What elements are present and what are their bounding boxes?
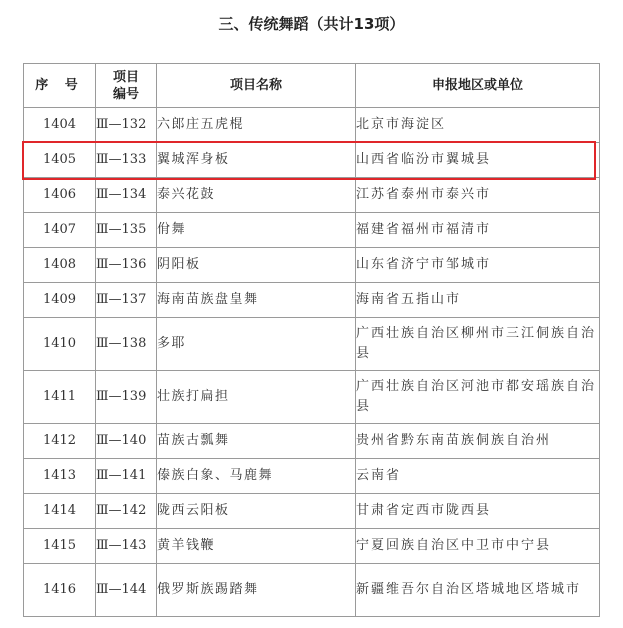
cell-region: 新疆维吾尔自治区塔城地区塔城市	[356, 564, 600, 617]
cell-region: 山西省临汾市翼城县	[356, 143, 600, 178]
heritage-items-table	[23, 63, 600, 617]
cell-name: 海南苗族盘皇舞	[157, 283, 356, 318]
cell-code: Ⅲ—142	[96, 494, 157, 529]
cell-name: 陇西云阳板	[157, 494, 356, 529]
header-code-line-2: 编号	[112, 86, 139, 102]
cell-region: 广西壮族自治区柳州市三江侗族自治县	[356, 318, 600, 371]
table-row	[24, 459, 600, 494]
cell-seq: 1409	[24, 283, 96, 318]
cell-name: 傣族白象、马鹿舞	[157, 459, 356, 494]
cell-region: 北京市海淀区	[356, 108, 600, 143]
cell-seq: 1404	[24, 108, 96, 143]
cell-region: 宁夏回族自治区中卫市中宁县	[356, 529, 600, 564]
cell-code: Ⅲ—132	[96, 108, 157, 143]
header-code	[96, 64, 157, 108]
cell-code: Ⅲ—138	[96, 318, 157, 371]
cell-region: 福建省福州市福清市	[356, 213, 600, 248]
cell-seq: 1414	[24, 494, 96, 529]
header-code-line-1: 项目	[112, 69, 139, 85]
cell-region: 广西壮族自治区河池市都安瑶族自治县	[356, 371, 600, 424]
table-row	[24, 178, 600, 213]
cell-seq: 1408	[24, 248, 96, 283]
cell-region: 甘肃省定西市陇西县	[356, 494, 600, 529]
cell-seq: 1415	[24, 529, 96, 564]
cell-code: Ⅲ—135	[96, 213, 157, 248]
table-row	[24, 494, 600, 529]
cell-seq: 1405	[24, 143, 96, 178]
table-row	[24, 213, 600, 248]
header-seq: 序 号	[24, 64, 96, 108]
cell-name: 黄羊钱鞭	[157, 529, 356, 564]
page-title: 三、传统舞蹈（共计13项）	[218, 15, 405, 33]
cell-code: Ⅲ—134	[96, 178, 157, 213]
cell-name: 俄罗斯族踢踏舞	[157, 564, 356, 617]
cell-code: Ⅲ—137	[96, 283, 157, 318]
cell-region: 云南省	[356, 459, 600, 494]
cell-name: 苗族古瓢舞	[157, 424, 356, 459]
cell-seq: 1413	[24, 459, 96, 494]
table-row	[24, 143, 600, 178]
table-row	[24, 108, 600, 143]
cell-seq: 1407	[24, 213, 96, 248]
cell-code: Ⅲ—141	[96, 459, 157, 494]
cell-seq: 1416	[24, 564, 96, 617]
cell-seq: 1412	[24, 424, 96, 459]
cell-region: 山东省济宁市邹城市	[356, 248, 600, 283]
cell-seq: 1406	[24, 178, 96, 213]
cell-code: Ⅲ—133	[96, 143, 157, 178]
cell-code: Ⅲ—143	[96, 529, 157, 564]
cell-region: 海南省五指山市	[356, 283, 600, 318]
cell-name: 六郎庄五虎棍	[157, 108, 356, 143]
cell-code: Ⅲ—140	[96, 424, 157, 459]
table-row	[24, 318, 600, 371]
cell-region: 贵州省黔东南苗族侗族自治州	[356, 424, 600, 459]
table-row	[24, 248, 600, 283]
cell-seq: 1411	[24, 371, 96, 424]
cell-region: 江苏省泰州市泰兴市	[356, 178, 600, 213]
cell-name: 泰兴花鼓	[157, 178, 356, 213]
header-region: 申报地区或单位	[356, 64, 600, 108]
cell-code: Ⅲ—139	[96, 371, 157, 424]
table-header-row	[24, 64, 600, 108]
cell-seq: 1410	[24, 318, 96, 371]
table-body	[24, 108, 600, 617]
cell-name: 翼城浑身板	[157, 143, 356, 178]
cell-name: 阴阳板	[157, 248, 356, 283]
cell-name: 佾舞	[157, 213, 356, 248]
table-row	[24, 283, 600, 318]
table-row	[24, 424, 600, 459]
cell-name: 多耶	[157, 318, 356, 371]
table-row	[24, 564, 600, 617]
header-name: 项目名称	[157, 64, 356, 108]
cell-code: Ⅲ—144	[96, 564, 157, 617]
table-row	[24, 529, 600, 564]
cell-name: 壮族打扁担	[157, 371, 356, 424]
table-row	[24, 371, 600, 424]
cell-code: Ⅲ—136	[96, 248, 157, 283]
